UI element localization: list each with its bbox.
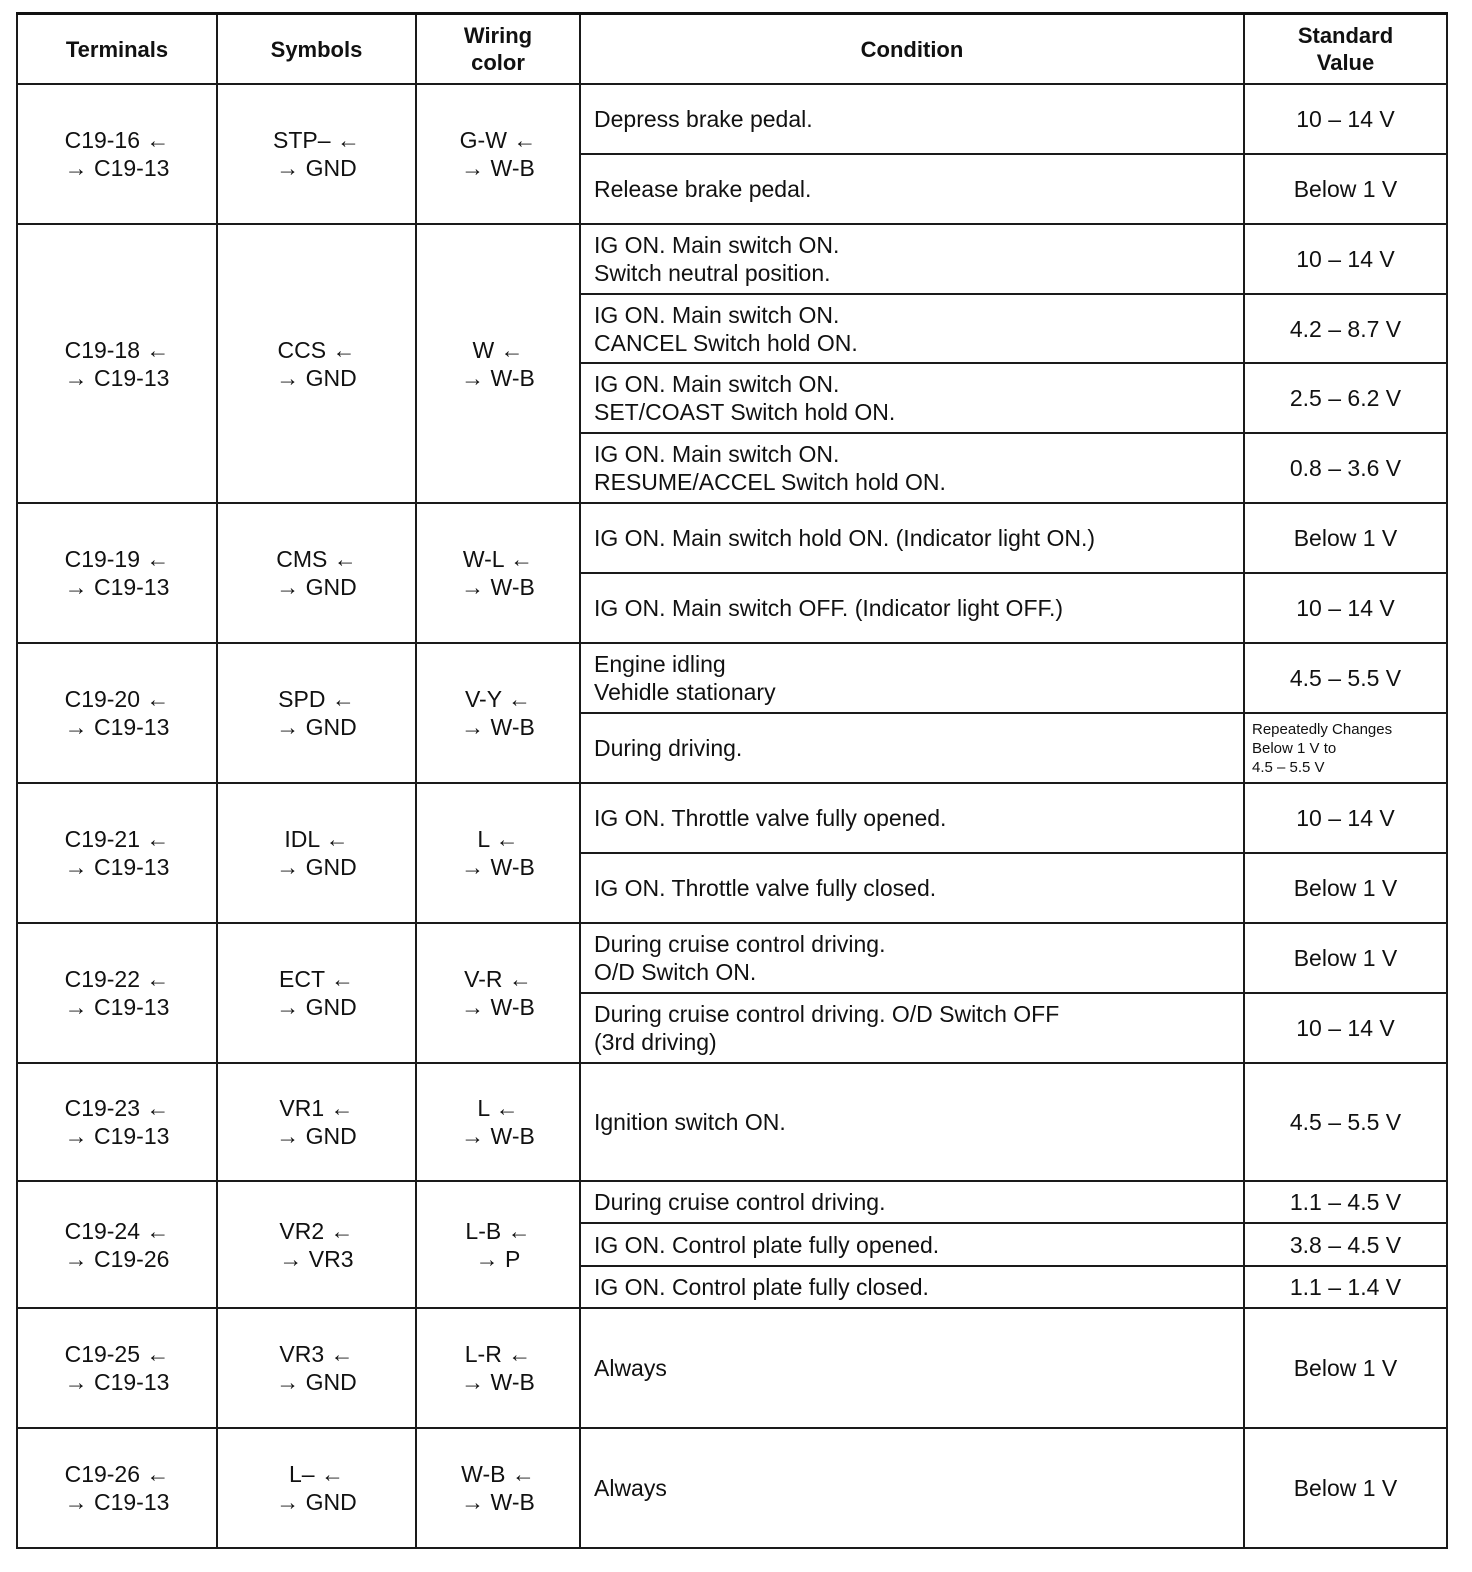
symbol-cell [217,84,416,224]
symbol-cell [217,1308,416,1428]
terminal-line: C19-22 ← [64,966,170,992]
standard-value-line: 1.1 – 4.5 V [1289,1189,1402,1215]
standard-value-cell [1244,993,1447,1063]
header-row [17,14,1447,85]
wiring-color-cell [416,923,580,1063]
condition-cell [580,643,1244,713]
standard-value-line: 1.1 – 1.4 V [1289,1274,1402,1300]
standard-value-cell [1244,224,1447,294]
symbol-cell [217,1181,416,1308]
terminal-line: → C19-13 [64,714,170,740]
wiring-color-line: L-R ← [464,1341,532,1367]
symbol-line: CMS ← [276,546,357,572]
condition-cell [580,224,1244,294]
condition-cell [580,84,1244,154]
symbol-line: → GND [276,364,357,391]
table-row [17,1428,1447,1548]
wiring-color-line: L-B ← [465,1217,531,1244]
terminal-line: C19-16 ← [64,127,170,153]
terminal-line: → C19-13 [64,1369,170,1395]
condition-line: IG ON. Main switch ON. [594,371,840,397]
header-standard-value: Standard Value [1244,14,1447,85]
standard-value-cell [1244,1181,1447,1223]
terminal-line: C19-25 ← [64,1341,170,1367]
condition-line: During driving. [594,735,743,761]
terminal-cell [17,1181,217,1308]
condition-cell [580,363,1244,433]
wiring-color-cell [416,84,580,224]
wiring-color-line: → P [475,1245,521,1272]
wiring-color-line: G-W ← [459,127,537,153]
wiring-color-line: → W-B [461,155,535,181]
table-row [17,503,1447,573]
symbol-line: → GND [276,1123,357,1149]
condition-cell [580,1266,1244,1308]
wiring-color-line: → W-B [461,1369,535,1395]
wiring-color-line: → W-B [461,574,535,600]
condition-cell [580,993,1244,1063]
standard-value-line: Below 1 V [1293,1475,1398,1501]
standard-value-cell [1244,713,1447,783]
header-condition: Condition [580,14,1244,85]
terminal-line: C19-20 ← [64,686,170,712]
standard-value-cell [1244,643,1447,713]
condition-line: (3rd driving) [594,1029,717,1055]
symbol-line: VR1 ← [279,1095,354,1121]
standard-value-cell [1244,783,1447,853]
standard-value-cell [1244,573,1447,643]
terminal-line: → C19-13 [64,574,170,600]
symbol-line: IDL ← [284,826,349,852]
terminal-cell [17,1308,217,1428]
symbol-line: CCS ← [277,336,356,363]
standard-value-line: 4.5 – 5.5 V [1289,665,1402,691]
standard-value-line: Below 1 V to [1252,739,1337,757]
condition-line: IG ON. Control plate fully closed. [594,1274,929,1300]
standard-value-line: 2.5 – 6.2 V [1289,385,1402,411]
condition-line: SET/COAST Switch hold ON. [594,399,896,425]
standard-value-cell [1244,503,1447,573]
wiring-color-line: W-L ← [462,546,534,572]
condition-cell [580,1063,1244,1181]
symbol-line: → GND [276,1369,357,1395]
condition-cell [580,923,1244,993]
wiring-color-cell [416,1181,580,1308]
header-symbols: Symbols [217,14,416,85]
table-row [17,84,1447,154]
terminal-line: → C19-26 [64,1245,170,1272]
condition-cell [580,154,1244,224]
standard-value-line: 3.8 – 4.5 V [1289,1231,1402,1258]
condition-line: Switch neutral position. [594,260,831,286]
condition-line: IG ON. Main switch hold ON. (Indicator light ON.) [594,525,1096,551]
standard-value-cell [1244,1428,1447,1548]
wiring-color-line: W ← [472,336,524,363]
terminal-spec-table [16,12,1448,1549]
symbol-line: → VR3 [279,1245,354,1272]
wiring-color-cell [416,1308,580,1428]
wiring-color-line: V-R ← [464,966,532,992]
terminal-line: → C19-13 [64,994,170,1020]
condition-line: Always [594,1475,667,1501]
symbol-line: → GND [276,994,357,1020]
table-row [17,1308,1447,1428]
table-row [17,224,1447,294]
terminal-line: C19-24 ← [64,1217,170,1244]
condition-line: IG ON. Main switch ON. [594,301,840,328]
wiring-color-line: → W-B [461,364,535,391]
terminal-cell [17,503,217,643]
condition-cell [580,1428,1244,1548]
condition-line: Engine idling [594,651,726,677]
condition-cell [580,713,1244,783]
standard-value-cell [1244,923,1447,993]
terminal-line: → C19-13 [64,854,170,880]
wiring-color-line: L ← [477,826,519,852]
standard-value-line: 4.5 – 5.5 V [1252,758,1325,776]
standard-value-line: 4.2 – 8.7 V [1289,315,1402,342]
condition-line: During cruise control driving. [594,931,886,957]
condition-cell [580,573,1244,643]
condition-line: IG ON. Control plate fully opened. [594,1231,940,1258]
symbol-cell [217,1063,416,1181]
symbol-cell [217,643,416,783]
table-row [17,783,1447,853]
wiring-color-cell [416,643,580,783]
terminal-line: C19-19 ← [64,546,170,572]
condition-cell [580,294,1244,363]
standard-value-cell [1244,84,1447,154]
standard-value-line: 10 – 14 V [1296,595,1395,621]
terminal-line: C19-21 ← [64,826,170,852]
standard-value-cell [1244,294,1447,363]
terminal-line: → C19-13 [64,155,170,181]
terminal-line: C19-23 ← [64,1095,170,1121]
wiring-color-cell [416,783,580,923]
condition-line: During cruise control driving. [594,1189,886,1215]
standard-value-line: Below 1 V [1293,875,1398,901]
standard-value-cell [1244,1063,1447,1181]
wiring-color-line: → W-B [461,854,535,880]
standard-value-line: Below 1 V [1293,1355,1398,1381]
symbol-cell [217,1428,416,1548]
condition-line: Release brake pedal. [594,176,812,202]
spec-table-body [17,84,1447,1548]
condition-cell [580,1181,1244,1223]
symbol-line: ECT ← [279,966,354,992]
wiring-color-line: → W-B [461,1123,535,1149]
symbol-line: VR2 ← [279,1217,354,1244]
table-row [17,1181,1447,1223]
terminal-cell [17,783,217,923]
wiring-color-line: V-Y ← [464,686,532,712]
wiring-color-cell [416,224,580,503]
terminal-line: → C19-13 [64,1489,170,1515]
condition-line: IG ON. Throttle valve fully closed. [594,875,937,901]
table-row [17,1063,1447,1181]
standard-value-cell [1244,853,1447,923]
symbol-line: STP– ← [273,127,360,153]
wiring-color-line: → W-B [461,714,535,740]
condition-line: Depress brake pedal. [594,106,813,132]
standard-value-cell [1244,1266,1447,1308]
condition-cell [580,783,1244,853]
terminal-cell [17,1063,217,1181]
standard-value-line: 10 – 14 V [1296,246,1395,272]
condition-line: O/D Switch ON. [594,959,757,985]
standard-value-line: 4.5 – 5.5 V [1289,1109,1402,1135]
wiring-color-line: L ← [477,1095,519,1121]
wiring-color-cell [416,1063,580,1181]
terminal-spec-sheet [16,12,1446,1549]
symbol-line: → GND [276,155,357,181]
wiring-color-line: → W-B [461,1489,535,1515]
terminal-line: → C19-13 [64,364,170,391]
terminal-line: C19-26 ← [64,1461,170,1487]
condition-cell [580,433,1244,503]
symbol-line: VR3 ← [279,1341,354,1367]
symbol-cell [217,503,416,643]
condition-line: IG ON. Main switch ON. [594,232,840,258]
standard-value-cell [1244,1308,1447,1428]
terminal-cell [17,643,217,783]
terminal-cell [17,84,217,224]
header-terminals: Terminals [17,14,217,85]
condition-line: Vehidle stationary [594,679,776,705]
wiring-color-cell [416,1428,580,1548]
condition-line: RESUME/ACCEL Switch hold ON. [594,469,946,495]
symbol-line: SPD ← [278,686,355,712]
symbol-line: L– ← [289,1461,344,1487]
condition-line: IG ON. Main switch ON. [594,441,840,467]
standard-value-line: 0.8 – 3.6 V [1289,455,1402,481]
standard-value-cell [1244,1223,1447,1266]
symbol-cell [217,783,416,923]
standard-value-line: 10 – 14 V [1296,1015,1395,1041]
symbol-line: → GND [276,714,357,740]
symbol-cell [217,923,416,1063]
standard-value-line: 10 – 14 V [1296,106,1395,132]
header-wiring-color: Wiring color [416,14,580,85]
condition-line: IG ON. Main switch OFF. (Indicator light OFF.) [594,595,1064,621]
condition-line: IG ON. Throttle valve fully opened. [594,805,947,831]
symbol-line: → GND [276,1489,357,1515]
standard-value-line: Repeatedly Changes [1252,720,1393,738]
condition-line: During cruise control driving. O/D Switch OFF [594,1001,1060,1027]
symbol-line: → GND [276,574,357,600]
table-row [17,643,1447,713]
wiring-color-line: W-B ← [461,1461,535,1487]
terminal-line: → C19-13 [64,1123,170,1149]
standard-value-line: Below 1 V [1293,176,1398,202]
condition-cell [580,1308,1244,1428]
table-row [17,923,1447,993]
condition-line: Always [594,1355,667,1381]
condition-cell [580,503,1244,573]
condition-line: Ignition switch ON. [594,1109,786,1135]
standard-value-line: 10 – 14 V [1296,805,1395,831]
standard-value-cell [1244,363,1447,433]
condition-line: CANCEL Switch hold ON. [594,329,858,356]
wiring-color-cell [416,503,580,643]
condition-cell [580,853,1244,923]
terminal-cell [17,923,217,1063]
standard-value-line: Below 1 V [1293,945,1398,971]
standard-value-line: Below 1 V [1293,525,1398,551]
terminal-cell [17,224,217,503]
wiring-color-line: → W-B [461,994,535,1020]
standard-value-cell [1244,154,1447,224]
symbol-cell [217,224,416,503]
terminal-cell [17,1428,217,1548]
condition-cell [580,1223,1244,1266]
standard-value-cell [1244,433,1447,503]
terminal-line: C19-18 ← [64,336,170,363]
symbol-line: → GND [276,854,357,880]
